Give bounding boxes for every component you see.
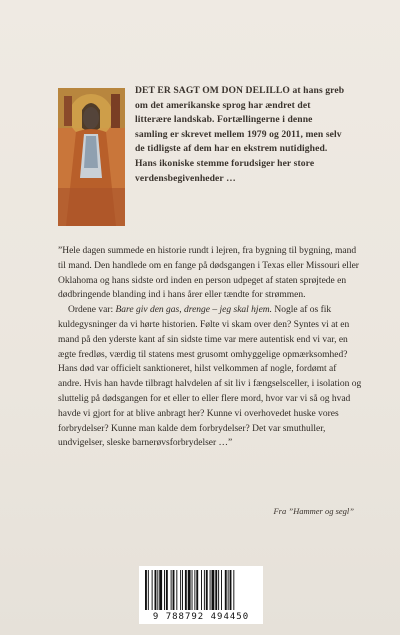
story-excerpt (58, 244, 362, 451)
barcode-bar (228, 570, 229, 610)
barcode-bar (204, 570, 205, 610)
barcode-bar (196, 570, 198, 610)
intro-lead: DET ER SAGT OM DON DELILLO (135, 85, 290, 96)
excerpt-paragraph-2 (58, 303, 362, 451)
barcode-bar (212, 570, 215, 610)
barcode-bar (194, 570, 195, 610)
barcode-bar (157, 570, 158, 610)
barcode-bar (206, 570, 208, 610)
barcode-bar (218, 570, 219, 610)
excerpt-quote: Bare giv den gas, drenge – jeg skal hjem. (115, 305, 273, 316)
barcode-bar (152, 570, 153, 610)
excerpt-source: Fra ”Hammer og segl” (273, 506, 354, 516)
barcode-bar (182, 570, 183, 610)
excerpt-p2-start: Ordene var: (68, 305, 116, 316)
excerpt-paragraph-1: ”Hele dagen summede en historie rundt i lejren, fra bygning til bygning, mand til mand. Den handlede om en fange på dødsgangen i Texas eller Missouri eller Oklahoma og hans sidste ord inden en person udpeget af staten sprøjtede en dødbringende blanding ind i hans årer eller tændte for strømmen. (58, 246, 359, 301)
barcode-bar (225, 570, 227, 610)
barcode-bar (173, 570, 175, 610)
barcode-bar (145, 570, 147, 610)
barcode-bar (233, 570, 234, 610)
barcode-bar (221, 570, 222, 610)
barcode-bar (171, 570, 172, 610)
barcode-bar (180, 570, 181, 610)
barcode-bars (145, 570, 257, 610)
barcode-bar (215, 570, 217, 610)
intro-blurb (135, 84, 347, 186)
barcode-bar (185, 570, 187, 610)
cover-thumbnail-image (58, 88, 125, 226)
isbn-number: 9 788792 494450 (152, 612, 250, 622)
barcode-bar (159, 570, 162, 610)
barcode-bar (192, 570, 193, 610)
barcode-bar (166, 570, 168, 610)
intro-text: at hans greb om det amerikanske sprog har ændret det litterære landskab. Fortællingerne i denne samling er skrevet mellem 1979 og 2011, men selv de tidligste af dem har en ekstrem nutidighed. Hans ikoniske stemme forudsiger her store verdensbegivenheder … (135, 85, 345, 184)
barcode-bar (210, 570, 211, 610)
barcode-bar (188, 570, 191, 610)
isbn-barcode (139, 566, 263, 624)
barcode-bar (230, 570, 232, 610)
excerpt-p2-rest: Nogle af os fik kuldegysninger da vi hørte historien. Følte vi skam over den? Syntes vi at en mand på den yderste kant af sin sidste time var mere autentisk end vi var, en ægte fredløs, værdig til statens mest grusomt omhyggelige opmærksomhed? Hans død var officielt sanktioneret, hilst velkommen af nogle, fordømt af andre. Hvis han havde tilbragt halvdelen af sit liv i fængselsceller, i isolation og sluttelig på dødsgangen for et eller to eller flere mord, hvor var vi så og hvad havde vi gjort for at blive anbragt her? Kunne vi overhovedet huske vores forbrydelser? Kunne man kalde dem forbrydelser? Det var smuthuller, undvigelser, sleske barnerøvsforbrydelser …” (58, 305, 362, 449)
barcode-bar (201, 570, 202, 610)
barcode-bar (148, 570, 149, 610)
barcode-bar (164, 570, 165, 610)
barcode-bar (176, 570, 177, 610)
barcode-bar (155, 570, 157, 610)
